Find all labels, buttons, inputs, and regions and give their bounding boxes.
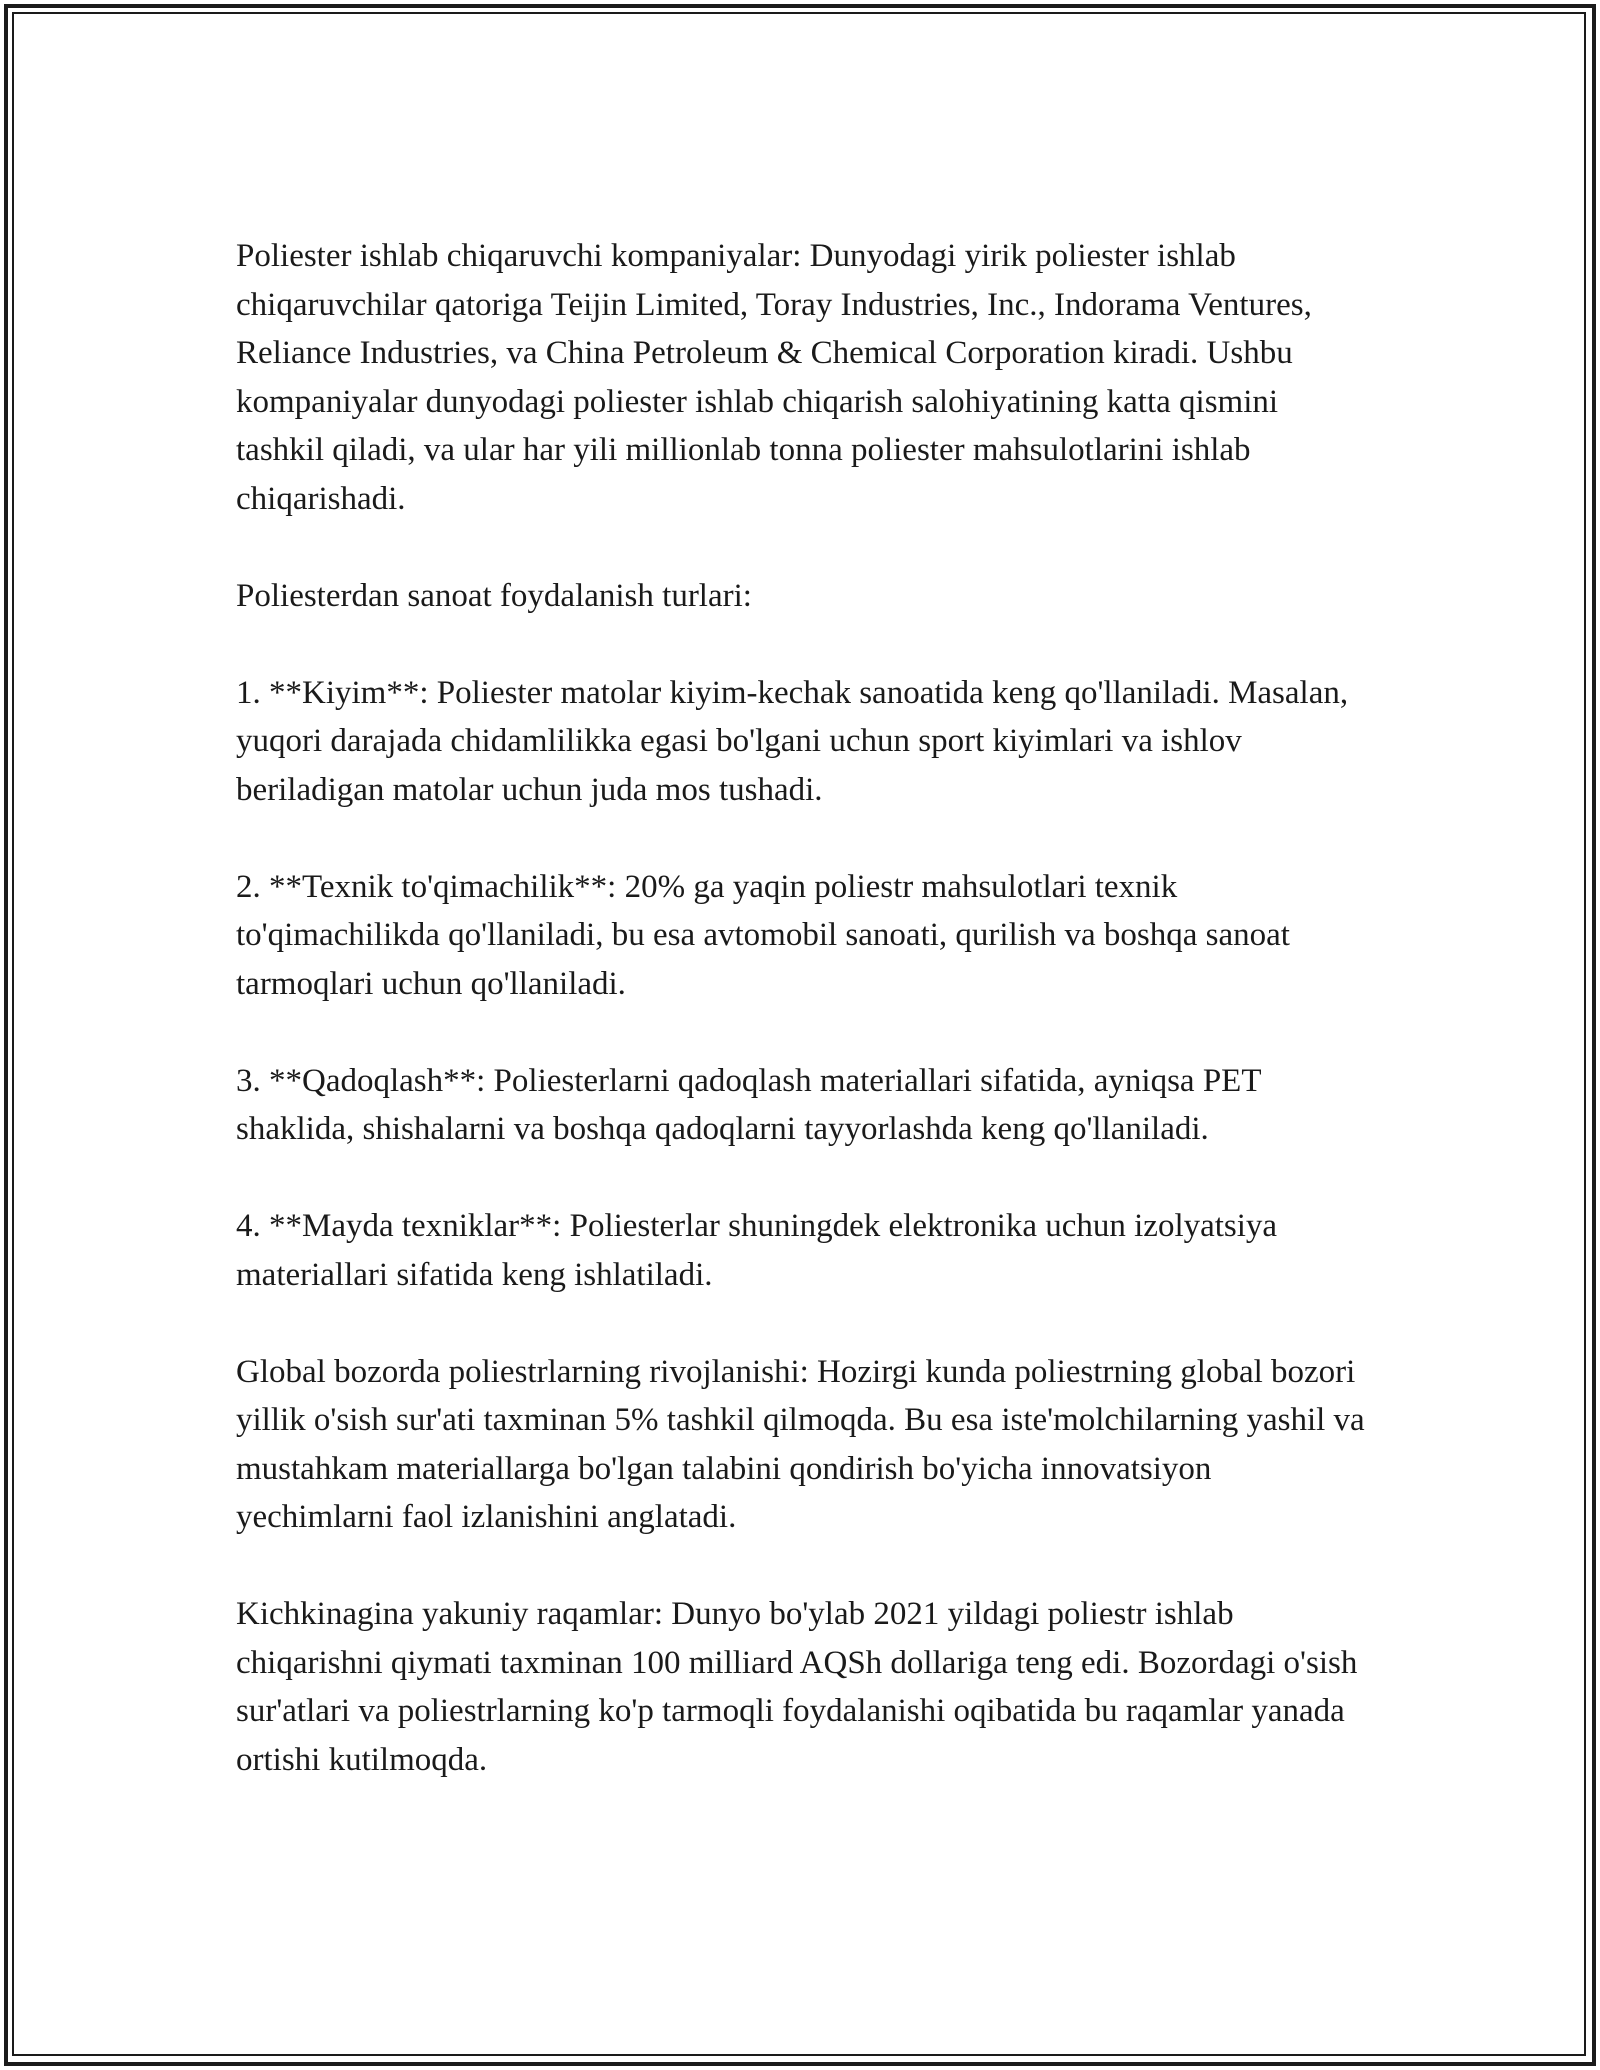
paragraph-global-market: Global bozorda poliestrlarning rivojlanishi: Hozirgi kunda poliestrning global bozori yillik o'sish sur'ati taxminan 5% tashkil qilmoqda. Bu esa iste'molchilarning yashil va mustahkam materiallarga bo'lgan talabini qondirish bo'yicha innovatsiyon yechimlarni faol izlanishini anglatadi.	[236, 1353, 1365, 1535]
list-item-technical-textiles: 2. **Texnik to'qimachilik**: 20% ga yaqin poliestr mahsulotlari texnik to'qimachilikda qo'llaniladi, bu esa avtomobil sanoati, qurilish va boshqa sanoat tarmoqlari uchun qo'llaniladi.	[236, 868, 1290, 1002]
paragraph-final-figures: Kichkinagina yakuniy raqamlar: Dunyo bo'ylab 2021 yildagi poliestr ishlab chiqarishni qiymati taxminan 100 milliard AQSh dollariga teng edi. Bozordagi o'sish sur'atlari va poliestrlarning ko'p tarmoqli foydalanishi oqibatida bu raqamlar yanada ortishi kutilmoqda.	[236, 1596, 1358, 1778]
paragraph-manufacturers: Poliester ishlab chiqaruvchi kompaniyalar: Dunyodagi yirik poliester ishlab chiqaruvchilar qatoriga Teijin Limited, Toray Industries, Inc., Indorama Ventures, Reliance Industries, va China Petroleum & Chemical Corporation kiradi. Ushbu kompaniyalar dunyodagi poliester ishlab chiqarish salohiyatining katta qismini tashkil qiladi, va ular har yili millionlab tonna poliester mahsulotlarini ishlab chiqarishadi.	[236, 238, 1312, 517]
paragraph-uses-heading: Poliesterdan sanoat foydalanish turlari:	[236, 577, 752, 614]
list-item-small-technics: 4. **Mayda texniklar**: Poliesterlar shuningdek elektronika uchun izolyatsiya materiallari sifatida keng ishlatiladi.	[236, 1208, 1278, 1293]
list-item-clothing: 1. **Kiyim**: Poliester matolar kiyim-kechak sanoatida keng qo'llaniladi. Masalan, yuqori darajada chidamlilikka egasi bo'lgani uchun sport kiyimlari va ishlov beriladigan matolar uchun juda mos tushadi.	[236, 674, 1349, 808]
list-item-packaging: 3. **Qadoqlash**: Poliesterlarni qadoqlash materiallari sifatida, ayniqsa PET shaklida, shishalarni va boshqa qadoqlarni tayyorlashda keng qo'llaniladi.	[236, 1062, 1261, 1147]
document-body	[236, 232, 1366, 1784]
